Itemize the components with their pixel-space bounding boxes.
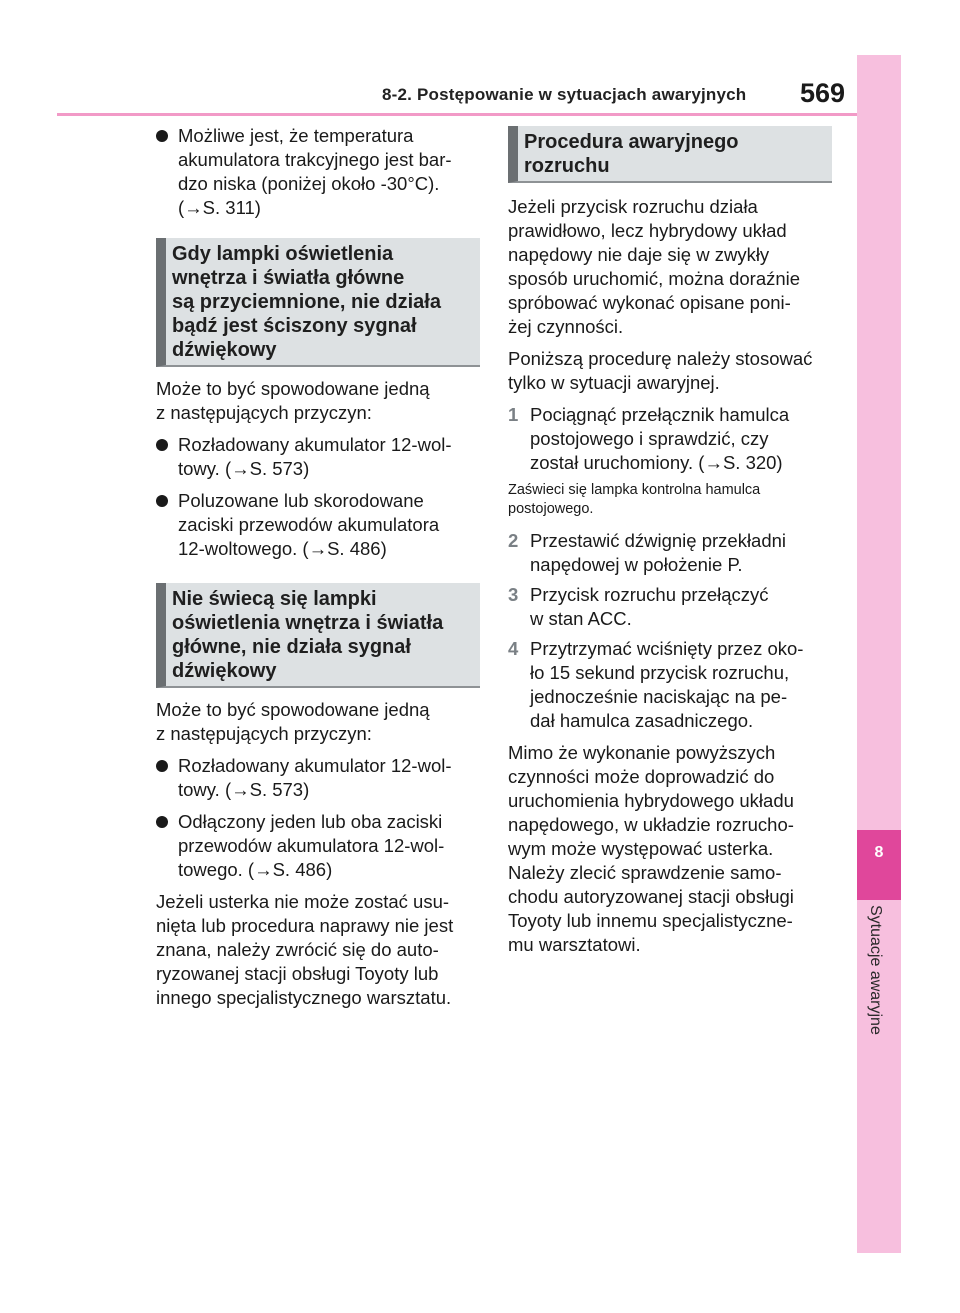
bullet-dot-icon (156, 760, 168, 772)
emergency-outro: Mimo że wykonanie powyższych czynności może doprowadzić do uruchomienia hybrydowego układu napędowego, w układzie rozrucho- wym może występować usterka. Należy zlecić sprawdzenie samo- chodu autoryzowanej stacji obsługi Toyoty lub innemu specjalistyczne- mu warsztatowi. (508, 742, 794, 955)
section2-intro: Może to być spowodowane jedną z następujących przyczyn: (156, 699, 430, 744)
emergency-warning: Poniższą procedurę należy stosować tylko w sytuacji awaryjnej. (508, 348, 813, 393)
list-item: Rozładowany akumulator 12-wol- towy. (→S. 573) (156, 754, 480, 802)
list-item: Odłączony jeden lub oba zaciski przewodów akumulatora 12-wol- towego. (→S. 486) (156, 810, 480, 882)
chapter-label: Sytuacje awaryjne (867, 905, 884, 1035)
section-title: 8-2. Postępowanie w sytuacjach awaryjnych (382, 85, 747, 104)
section-heading-dim-lights: Gdy lampki oświetlenia wnętrza i światła główne są przyciemnione, nie działa bądź jest ściszony sygnał dźwiękowy (156, 238, 480, 367)
section2-outro: Jeżeli usterka nie może zostać usu- nięta lub procedura naprawy nie jest znana, należy zwrócić się do auto- ryzowanej stacji obsługi Toyoty lub innego specjalistycznego warsztatu. (156, 891, 454, 1008)
section1-intro: Może to być spowodowane jedną z następujących przyczyn: (156, 378, 430, 423)
bullet-dot-icon (156, 816, 168, 828)
page-number: 569 (800, 78, 846, 108)
intro-bullet: Możliwe jest, że temperatura akumulatora trakcyjnego jest bar- dzo niska (poniżej około -30°C). (→S. 311) (156, 124, 480, 220)
section-heading-emergency-start: Procedura awaryjnego rozruchu (508, 126, 832, 183)
bullet-dot-icon (156, 439, 168, 451)
chapter-number-tab: 8 (857, 830, 901, 900)
chapter-side-tab (857, 55, 901, 1253)
step-1: 1 Pociągnąć przełącznik hamulca postojowego i sprawdzić, czy został uruchomiony. (→S. 320) (508, 404, 790, 473)
right-column (508, 124, 832, 965)
step-3: 3 Przycisk rozruchu przełączyć w stan ACC. (508, 584, 769, 629)
emergency-intro: Jeżeli przycisk rozruchu działa prawidłowo, lecz hybrydowy układ napędowy nie daje się w zwykły sposób uruchomić, można doraźnie spróbować wykonać opisane poni- żej czynności. (508, 196, 801, 337)
bullet-dot-icon (156, 495, 168, 507)
bullet-dot-icon (156, 130, 168, 142)
list-item: Poluzowane lub skorodowane zaciski przewodów akumulatora 12-woltowego. (→S. 486) (156, 489, 480, 561)
step-2: 2 Przestawić dźwignię przekładni napędowej w położenie P. (508, 530, 787, 575)
header-divider (57, 113, 857, 116)
step-4: 4 Przytrzymać wciśnięty przez oko- ło 15 sekund przycisk rozruchu, jednocześnie naciskając na pe- dał hamulca zasadniczego. (508, 638, 804, 731)
left-column (156, 124, 480, 1018)
section-heading-no-lights: Nie świecą się lampki oświetlenia wnętrza i światła główne, nie działa sygnał dźwiękowy (156, 583, 480, 688)
list-item: Rozładowany akumulator 12-wol- towy. (→S. 573) (156, 433, 480, 481)
step-1-note: Zaświeci się lampka kontrolna hamulca postojowego. (508, 482, 761, 517)
